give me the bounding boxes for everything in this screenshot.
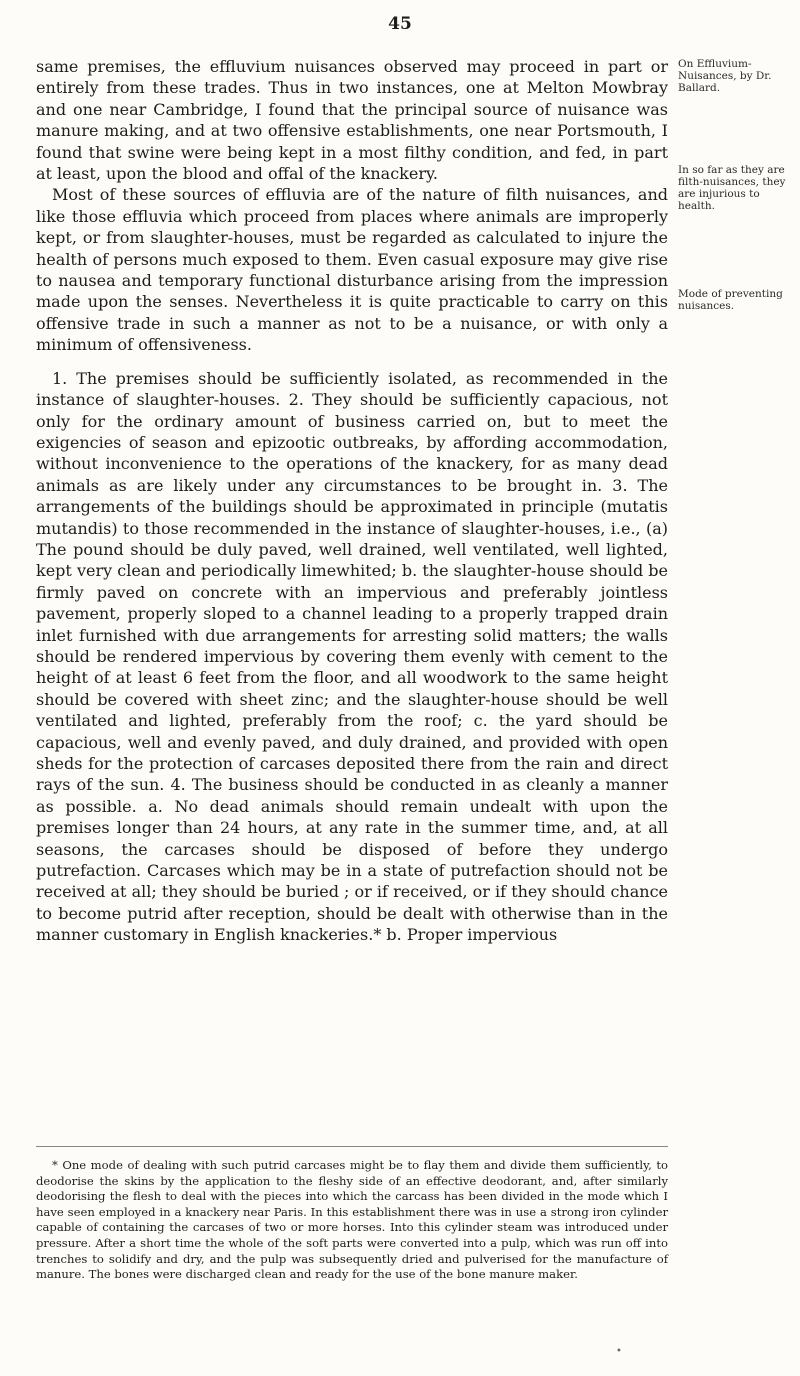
paragraph-filth-nuisances: Most of these sources of effluvia are of the nature of filth nuisances, and like those effluvia which proceed from places where animals are improperly kept, or from slaughter-houses, must be regarded as calculated to injure the health of persons much exposed to them. Even casual exposure may give rise to nausea and temporary functional disturbance arising from the impression made upon the senses. Nevertheless it is quite practicable to carry on this offensive trade in such a manner as not to be a nuisance, or with only a minimum of offensiveness.: [36, 185, 668, 355]
footnote: [36, 1158, 668, 1283]
sidenote-effluvium-nuisances: On Effluvium-Nuisances, by Dr. Ballard.: [678, 58, 772, 94]
main-text: [36, 56, 668, 946]
page-speck: •: [616, 1346, 622, 1357]
footnote-divider: [36, 1146, 668, 1147]
sidenote-mode-of-prevention: Mode of preventing nuisances.: [678, 288, 783, 312]
page-number: 45: [388, 14, 412, 34]
sidenote-filth-nuisances: In so far as they are filth-nuisances, they are injurious to health.: [678, 164, 786, 212]
paragraph-recommendations: 1. The premises should be sufficiently isolated, as recommended in the instance of slaughter-houses. 2. They should be sufficiently capacious, not only for the ordinary amount of business carried on, but to meet the exigencies of season and epizootic outbreaks, by affording accommodation, without inconvenience to the operations of the knackery, for as many dead animals as are likely under any circumstances to be brought in. 3. The arrangements of the buildings should be approximated in principle (mutatis mutandis) to those recommended in the instance of slaughter-houses, i.e., (a) The pound should be duly paved, well drained, well ventilated, well lighted, kept very clean and periodically limewhited; b. the slaughter-house should be firmly paved on concrete with an impervious and preferably jointless pavement, properly sloped to a channel leading to a properly trapped drain inlet furnished with due arrangements for arresting solid matters; the walls should be rendered impervious by covering them evenly with cement to the height of at least 6 feet from the floor, and all woodwork to the same height should be covered with sheet zinc; and the slaughter-house should be well ventilated and lighted, preferably from the roof; c. the yard should be capacious, well and evenly paved, and duly drained, and provided with open sheds for the protection of carcases deposited there from the rain and direct rays of the sun. 4. The business should be conducted in as cleanly a manner as possible. a. No dead animals should remain undealt with upon the premises longer than 24 hours, at any rate in the summer time, and, at all seasons, the carcases should be disposed of before they undergo putrefaction. Carcases which may be in a state of putrefaction should not be received at all; they should be buried ; or if received, or if they should chance to become putrid after reception, should be dealt with otherwise than in the manner customary in English knackeries.* b. Proper impervious: [36, 368, 668, 945]
footnote-text: * One mode of dealing with such putrid carcases might be to flay them and divide them sufficiently, to deodorise the skins by the application to the fleshy side of an effective deodorant, and, after similarly deodorising the flesh to deal with the pieces into which the carcass has been divided in the mode which I have seen employed in a knackery near Paris. In this establishment there was in use a strong iron cylinder capable of containing the carcases of two or more horses. Into this cylinder steam was introduced under pressure. After a short time the whole of the soft parts were converted into a pulp, which was run off into trenches to solidify and dry, and the pulp was subsequently dried and pulverised for the manufacture of manure. The bones were discharged clean and ready for the use of the bone manure maker.: [36, 1158, 668, 1282]
paragraph-effluvium-sources: same premises, the effluvium nuisances observed may proceed in part or entirely from these trades. Thus in two instances, one at Melton Mowbray and one near Cambridge, I found that the principal source of nuisance was manure making, and at two offensive establishments, one near Portsmouth, I found that swine were being kept in a most filthy condition, and fed, in part at least, upon the blood and offal of the knackery.: [36, 57, 668, 184]
